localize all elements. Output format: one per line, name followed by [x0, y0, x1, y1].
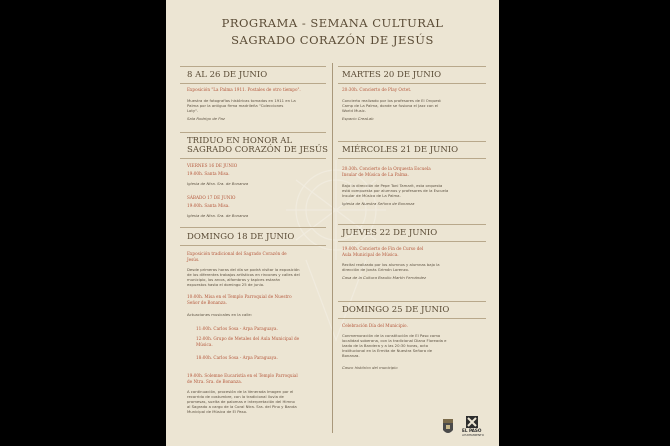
section-heading: DOMINGO 25 DE JUNIO — [342, 305, 450, 315]
event-description: localidad soberana, con la tradicional Diana Floreada e — [342, 338, 447, 343]
event-description: Desde primeras horas del día se podrá visitar la exposición — [187, 267, 300, 272]
event-title: Celebración Día del Municipio. — [342, 323, 408, 328]
event-location: Sala Rodrigo de Paz — [187, 116, 225, 121]
event-description: Bajo la dirección de Pepe Toni Tamarit, esta orquesta — [342, 183, 443, 188]
event-location: Casco histórico del municipio — [342, 365, 398, 370]
section-heading: SAGRADO CORAZÓN DE JESÚS — [187, 145, 328, 155]
section-heading: 8 AL 26 DE JUNIO — [187, 70, 268, 80]
event-description: recorrido de costumbre, con la tradicional lluvia de — [187, 394, 284, 399]
brand-subtitle: AYUNTAMIENTO — [462, 433, 484, 437]
column-divider — [332, 63, 333, 433]
event-title: de Ntra. Sra. de Bonanza. — [187, 379, 243, 384]
event-title: 20:30h. Concierto de la Orquesta Escuela — [342, 166, 431, 171]
event-title: Aula Municipal de Música. — [342, 252, 399, 257]
event-description: Loty". — [187, 108, 199, 113]
divider — [338, 301, 486, 302]
event-description: Bonanza. — [342, 353, 360, 358]
event-title: 20:30h. Concierto de Play Octet. — [342, 87, 412, 92]
event-title: Exposición tradicional del Sagrado Corazón de — [187, 251, 287, 256]
event-location: Espacio CreaLab — [342, 116, 374, 121]
section-heading: MARTES 20 DE JUNIO — [342, 70, 442, 80]
divider — [180, 227, 326, 228]
event-title: 10:00h. Misa en el Templo Parroquial de Nuestro — [187, 294, 292, 299]
event-description: Muestra de fotografías históricas tomadas en 1911 en La — [187, 98, 296, 103]
divider — [338, 141, 486, 142]
event-description: Concierto realizado por los profesores de El Orquest — [342, 98, 441, 103]
event-location: Iglesia de Ntra. Sra. de Bonanza — [187, 181, 249, 186]
divider — [180, 158, 326, 159]
el-paso-logo-icon — [466, 416, 478, 428]
event-day: SÁBADO 17 DE JUNIO — [187, 195, 236, 200]
event-description: World Music. — [342, 108, 367, 113]
event-title: 19:00h. Solemne Eucaristía en el Templo Parroquial — [187, 373, 298, 378]
divider — [338, 224, 486, 225]
event-description: de los diferentes trabajos artísticos en rincones y calles del — [187, 272, 300, 277]
event-title: Señor de Bonanza. — [187, 300, 227, 305]
event-description: Recital realizado por los alumnos y alumnas bajo la — [342, 262, 440, 267]
event-location: Iglesia de Nuestra Señora de Bonanza — [342, 201, 415, 206]
brand-name: EL PASO — [462, 428, 482, 433]
event-description: Actuaciones musicales en la calle: — [187, 312, 253, 317]
divider — [180, 132, 326, 133]
event-title: 19:00h. Concierto de Fin de Curso del — [342, 246, 424, 251]
divider — [338, 83, 486, 84]
event-title: 19:00h. Santa Misa. — [187, 203, 230, 208]
divider — [180, 66, 326, 67]
program-poster — [166, 0, 499, 446]
event-description: Camp de La Palma, donde se fusiona el Jazz con el — [342, 103, 439, 108]
section-heading: MIÉRCOLES 21 DE JUNIO — [342, 145, 459, 155]
divider — [180, 245, 326, 246]
poster-title-line2: SAGRADO CORAZÓN DE JESÚS — [231, 33, 434, 47]
event-description: A continuación, procesión de la Venerada Imagen por el — [187, 389, 294, 394]
event-title: 18:00h. Carlos Sosa - Arpa Paraguaya. — [196, 355, 278, 360]
event-title: Exposición "La Palma 1911. Postales de otro tiempo". — [187, 87, 301, 92]
section-heading: TRIDUO EN HONOR AL — [187, 136, 293, 146]
event-description: Municipal de Música de El Paso. — [187, 409, 248, 414]
section-heading: JUEVES 22 DE JUNIO — [342, 228, 438, 238]
event-description: dirección de Jonás Grimón Lorenzo. — [342, 267, 409, 272]
event-title: 11:00h. Carlos Sosa - Arpa Paraguaya. — [196, 326, 278, 331]
divider — [338, 318, 486, 319]
event-description: Izado de la Bandera y a las 20:30 horas, acto — [342, 343, 429, 348]
event-title: Insular de Música de La Palma. — [342, 172, 409, 177]
event-location: Iglesia de Ntra. Sra. de Bonanza — [187, 213, 249, 218]
event-title: 12:00h. Grupo de Metales del Aula Municipal de — [196, 336, 300, 341]
section-heading: DOMINGO 18 DE JUNIO — [187, 232, 295, 242]
divider — [338, 241, 486, 242]
divider — [338, 158, 486, 159]
divider — [338, 66, 486, 67]
event-title: Música. — [196, 342, 213, 347]
event-description: al Sagrado a cargo de la Coral Ntra. Sra. del Pino y Banda — [187, 404, 297, 409]
event-description: expuestos hasta el domingo 25 de junio. — [187, 282, 265, 287]
event-description: Palma por la antigua firma madrileña "Colecciones — [187, 103, 284, 108]
event-description: Insular de Música de La Palma. — [342, 193, 401, 198]
event-description: Conmemoración de la constitución de El Paso como — [342, 333, 441, 338]
event-description: municipio, los arcos, alfombras y tapices estarán — [187, 277, 281, 282]
event-description: Institucional en la Ermita de Nuestra Señora de — [342, 348, 433, 353]
event-description: promesas, suelta de palomas e interpretación del Himno — [187, 399, 295, 404]
event-location: Casa de la Cultura Braulio Martín Fernández — [342, 275, 426, 280]
coat-of-arms-icon — [442, 418, 454, 436]
event-day: VIERNES 16 DE JUNIO — [187, 163, 238, 168]
divider — [180, 83, 326, 84]
poster-title-line1: PROGRAMA - SEMANA CULTURAL — [221, 16, 444, 30]
event-description: está compuesta por alumnos y profesores de la Escuela — [342, 188, 449, 193]
event-title: Jesús. — [187, 257, 200, 262]
event-title: 19:00h. Santa Misa. — [187, 171, 230, 176]
